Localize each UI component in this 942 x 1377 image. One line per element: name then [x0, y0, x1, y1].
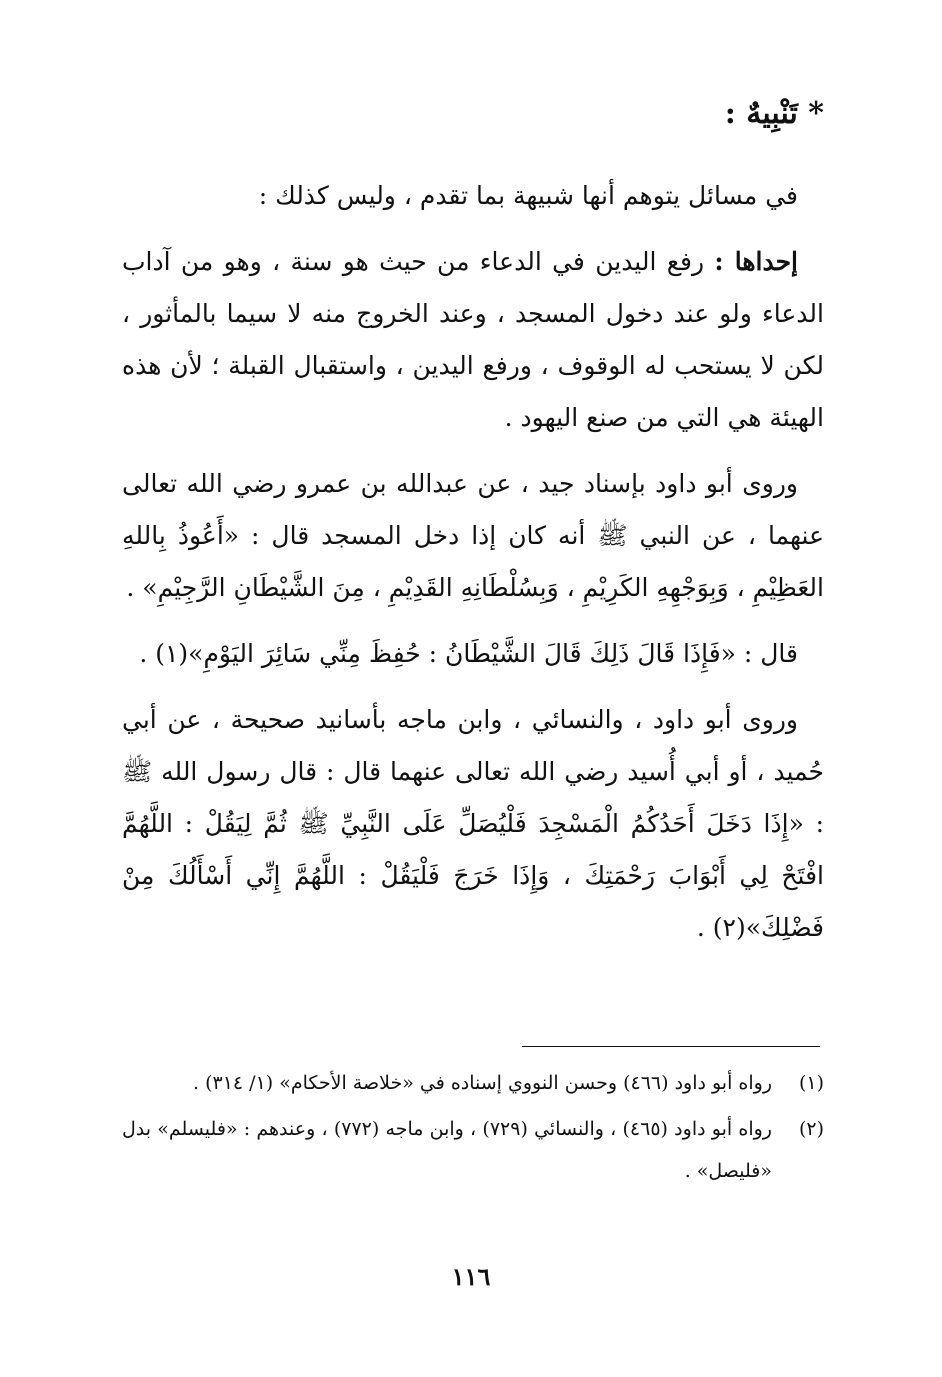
footnote-number: (١) [798, 1072, 824, 1094]
page-number: ١١٦ [451, 1262, 491, 1291]
footnote-divider [522, 1046, 820, 1047]
section-heading: * تَنْبِيهٌ : [724, 96, 824, 131]
footnote-item [122, 1108, 824, 1192]
footnote-text: رواه أبو داود (٤٦٥) ، والنسائي (٧٢٩) ، وابن ماجه (٧٧٢) ، وعندهم : «فليسلم» بدل «فليصل» . [122, 1118, 772, 1182]
paragraph-first-issue [122, 236, 824, 444]
paragraph-abu-dawud-narration: وروى أبو داود بإسناد جيد ، عن عبدالله بن عمرو رضي الله تعالى عنهما ، عن النبي ﷺ أنه كان إذا دخل المسجد قال : «أَعُوذُ بِاللهِ العَظِيْمِ ، وَبِوَجْهِهِ الكَرِيْمِ ، وَبِسُلْطَانِهِ القَدِيْمِ ، مِنَ الشَّيْطَانِ الرَّجِيْمِ» . [122, 469, 824, 602]
first-issue-text: رفع اليدين في الدعاء من حيث هو سنة ، وهو من آداب الدعاء ولو عند دخول المسجد ، وعند الخروج منه لا سيما بالمأثور ، لكن لا يستحب له الوقوف ، ورفع اليدين ، واستقبال القبلة ؛ لأن هذه الهيئة هي التي من صنع اليهود . [122, 247, 824, 432]
intro-paragraph: في مسائل يتوهم أنها شبيهة بما تقدم ، وليس كذلك : [258, 181, 798, 210]
main-text [122, 170, 824, 968]
footnote-number: (٢) [798, 1118, 824, 1140]
footnotes [122, 1062, 824, 1196]
first-issue-lead: إحداها : [714, 247, 798, 276]
footnote-item [122, 1062, 824, 1104]
paragraph-shaytan-saying: قال : «فَإِذَا قَالَ ذَلِكَ قَالَ الشَّيْطَانُ : حُفِظَ مِنِّي سَائِرَ اليَوْمِ»(١) . [139, 639, 798, 668]
footnote-text: رواه أبو داود (٤٦٦) وحسن النووي إسناده في «خلاصة الأحكام» (١/ ٣١٤) . [192, 1072, 772, 1094]
paragraph-mosque-supplication: وروى أبو داود ، والنسائي ، وابن ماجه بأسانيد صحيحة ، عن أبي حُميد ، أو أبي أُسيد رضي الله تعالى عنهما قال : قال رسول الله ﷺ : «إِذَا دَخَلَ أَحَدُكُمُ الْمَسْجِدَ فَلْيُصَلِّ عَلَى النَّبِيِّ ﷺ ثُمَّ لِيَقُلْ : اللَّهُمَّ افْتَحْ لِي أَبْوَابَ رَحْمَتِكَ ، وَإِذَا خَرَجَ فَلْيَقُلْ : اللَّهُمَّ إِنِّي أَسْأَلُكَ مِنْ فَضْلِكَ»(٢) . [122, 705, 824, 942]
